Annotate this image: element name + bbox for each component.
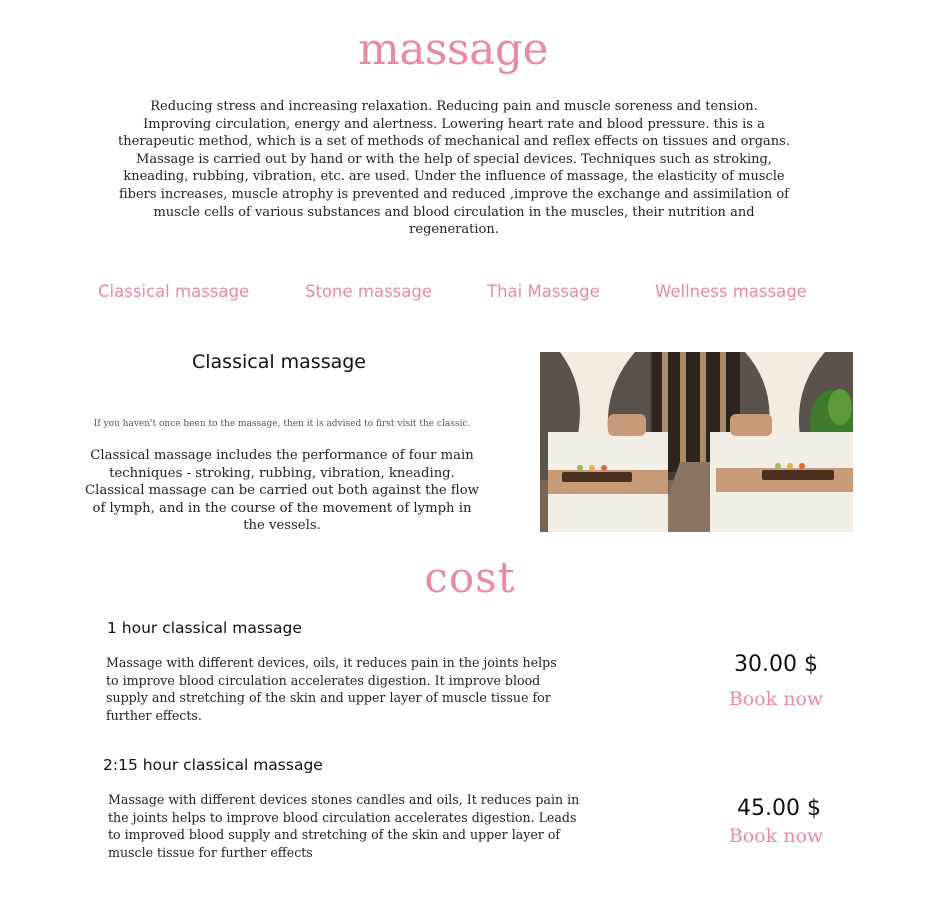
book-now-button[interactable]: Book now [728, 688, 824, 710]
plan-2-title: 2:15 hour classical massage [103, 756, 323, 774]
plan-1-price: 30.00 $ [734, 652, 818, 677]
plan-2-description: Massage with different devices stones candles and oils, It reduces pain in the joints helps to improve blood circulation accelerates digestion. Leads to improved blood supply and stretching of the skin and upper layer of muscle tissue for further effects [108, 792, 580, 860]
section-note: If you haven't once been to the massage, then it is advised to first visit the classic. [93, 419, 471, 429]
book-now-button[interactable]: Book now [728, 825, 824, 847]
tab-classical-massage[interactable]: Classical massage [98, 282, 250, 301]
section-description: Classical massage includes the performance of four main techniques - stroking, rubbing, vibration, kneading. Classical massage can be carried out both against the flow of lymph, and in the course of the movement of lymph in the vessels. [85, 448, 479, 534]
section-title: Classical massage [191, 351, 366, 373]
tab-wellness-massage[interactable]: Wellness massage [655, 282, 807, 301]
tab-stone-massage[interactable]: Stone massage [305, 282, 433, 301]
plan-1-description: Massage with different devices, oils, it reduces pain in the joints helps to improve blood circulation accelerates digestion. It improve blood supply and stretching of the skin and upper layer of muscle tissue for further effects. [106, 655, 557, 723]
page-title: massage [357, 24, 549, 75]
spa-room-photo [540, 352, 853, 532]
cost-title: cost [424, 553, 516, 602]
plan-2-price: 45.00 $ [737, 796, 821, 821]
intro-text: Reducing stress and increasing relaxation. Reducing pain and muscle soreness and tension. Improving circulation, energy and alertness. Lowering heart rate and blood pressure. this is a therapeutic method, which is a set of methods of mechanical and reflex effects on tissues and organs. Massage is carried out by hand or with the help of special devices. Techniques such as stroking, kneading, rubbing, vibration, etc. are used. Under the influence of massage, the elasticity of muscle fibers increases, muscle atrophy is prevented and reduced ,improve the exchange and assimilation of muscle cells of various substances and blood circulation in the muscles, their nutrition and regeneration. [118, 99, 790, 238]
plan-1-title: 1 hour classical massage [107, 619, 302, 637]
tab-thai-massage[interactable]: Thai Massage [487, 282, 600, 301]
